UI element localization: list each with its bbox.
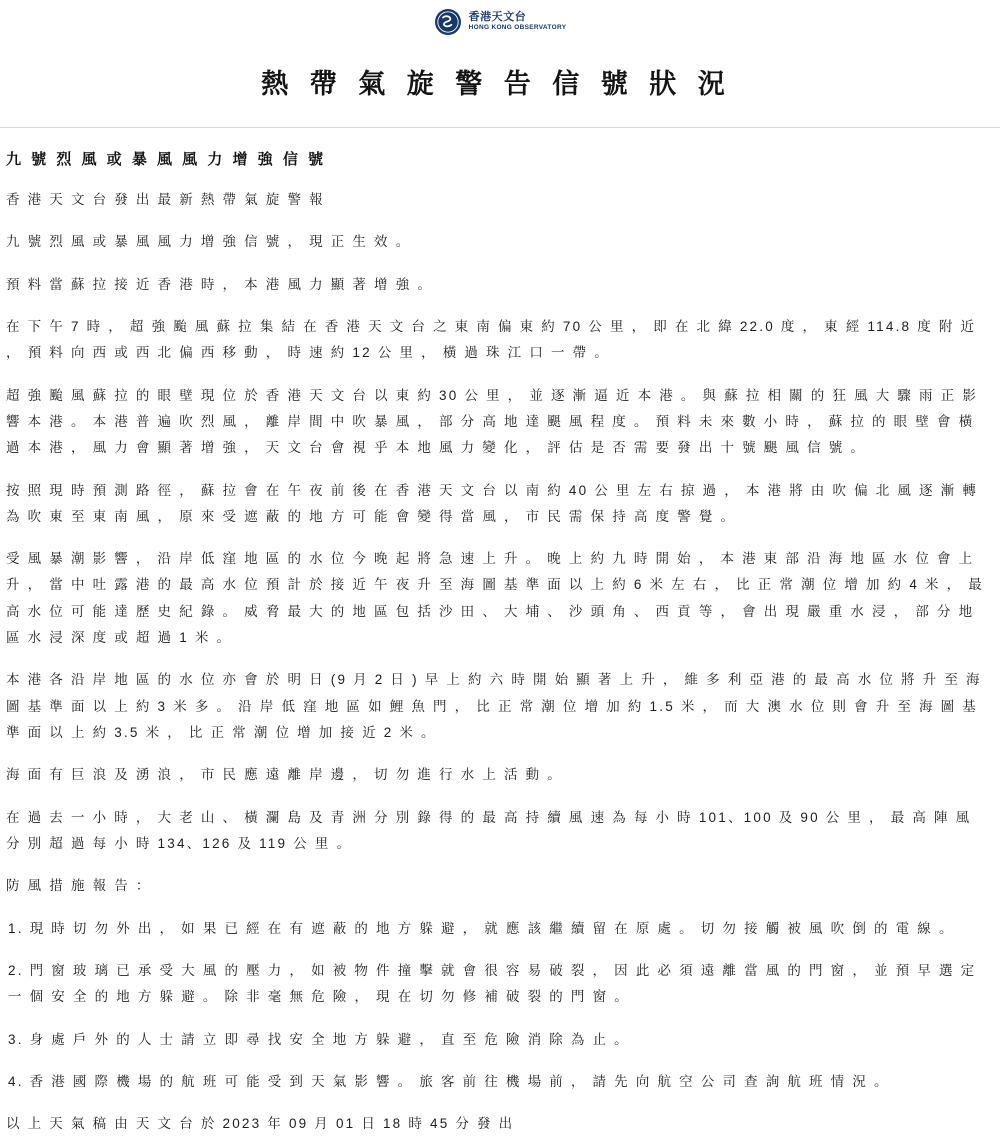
paragraph: 按 照 現 時 預 測 路 徑 ， 蘇 拉 會 在 午 夜 前 後 在 香 港 天 文 台 以 南 約 40 公 里 左 右 掠 過 ， 本 港 將 由 吹 偏 北 風 逐 漸 轉 為 吹 東 至 東 南 風 ， 原 來 受 遮 蔽 的 地 方 可 能 會 變 得 當 風 ， 市 民 需 保 持 高 度 警 覺 。: [6, 482, 979, 524]
paragraph: 本 港 各 沿 岸 地 區 的 水 位 亦 會 於 明 日 (9 月 2 日 ) 早 上 約 六 時 開 始 顯 著 上 升 ， 維 多 利 亞 港 的 最 高 水 位 將 升 至 海 圖 基 準 面 以 上 約 3 米 多 。 沿 岸 低 窪 地 區 如 鯉 魚 門 ， 比 正 常 潮 位 增 加 約 1.5 米 ， 而 大 澳 水 位 則 會 升 至 海 圖 基 準 面 以 上 約 3.5 米 ， 比 正 常 潮 位 增 加 接 近 2 米 。: [6, 672, 982, 740]
paragraph: 在 下 午 7 時 ， 超 強 颱 風 蘇 拉 集 結 在 香 港 天 文 台 之 東 南 偏 東 約 70 公 里 ， 即 在 北 緯 22.0 度 ， 東 經 114.8 度 附 近 ， 預 料 向 西 或 西 北 偏 西 移 動 ， 時 速 約 12 公 里 ， 橫 過 珠 江 口 一 帶 。: [6, 318, 977, 361]
hko-logo[interactable]: [434, 8, 567, 36]
report-body: [0, 148, 1000, 1137]
logo-text: [469, 12, 567, 31]
precaution-heading: 防 風 措 施 報 告 ：: [6, 878, 152, 894]
org-name-cn: 香港天文台: [468, 11, 527, 24]
list-item: 4. 香 港 國 際 機 場 的 航 班 可 能 受 到 天 氣 影 響 。 旅 客 前 往 機 場 前 ， 請 先 向 航 空 公 司 查 詢 航 班 情 況 。: [8, 1073, 890, 1089]
list-item: 3. 身 處 戶 外 的 人 士 請 立 即 尋 找 安 全 地 方 躲 避 ， 直 至 危 險 消 除 為 止 。: [8, 1031, 630, 1047]
list-item: 2. 門 窗 玻 璃 已 承 受 大 風 的 壓 力 ， 如 被 物 件 撞 擊 就 會 很 容 易 破 裂 ， 因 此 必 須 遠 離 當 風 的 門 窗 ， 並 預 早 選 定 一 個 安 全 的 地 方 躲 避 。 除 非 毫 無 危 險 ， 現 在 切 勿 修 補 破 裂 的 門 窗 。: [8, 962, 977, 1005]
paragraph: 受 風 暴 潮 影 響 ， 沿 岸 低 窪 地 區 的 水 位 今 晚 起 將 急 速 上 升 。 晚 上 約 九 時 開 始 ， 本 港 東 部 沿 海 地 區 水 位 會 上 升 ， 當 中 吐 露 港 的 最 高 水 位 預 計 於 接 近 午 夜 升 至 海 圖 基 準 面 以 上 約 6 米 左 右 ， 比 正 常 潮 位 增 加 約 4 米 ， 最 高 水 位 可 能 達 歷 史 紀 錄 。 威 脅 最 大 的 地 區 包 括 沙 田 、 大 埔 、 沙 頭 角 、 西 貢 等 ， 會 出 現 嚴 重 水 浸 ， 部 分 地 區 水 浸 深 度 或 超 過 1 米 。: [6, 551, 984, 646]
paragraph: 香 港 天 文 台 發 出 最 新 熱 帶 氣 旋 警 報: [6, 192, 325, 207]
paragraph: 超 強 颱 風 蘇 拉 的 眼 壁 現 位 於 香 港 天 文 台 以 東 約 30 公 里 ， 並 逐 漸 逼 近 本 港 。 與 蘇 拉 相 關 的 狂 風 大 驟 雨 正 影 響 本 港 。 本 港 普 遍 吹 烈 風 ， 離 岸 間 中 吹 暴 風 ， 部 分 高 地 達 颶 風 程 度 。 預 料 未 來 數 小 時 ， 蘇 拉 的 眼 壁 會 橫 過 本 港 ， 風 力 會 顯 著 增 強 ， 天 文 台 會 視 乎 本 地 風 力 變 化 ， 評 估 是 否 需 要 發 出 十 號 颶 風 信 號 。: [6, 387, 979, 456]
paragraph: 海 面 有 巨 浪 及 湧 浪 ， 市 民 應 遠 離 岸 邊 ， 切 勿 進 行 水 上 活 動 。: [6, 767, 563, 783]
hko-circular-logo-icon: [434, 8, 462, 36]
list-item: 1. 現 時 切 勿 外 出 ， 如 果 已 經 在 有 遮 蔽 的 地 方 躲 避 ， 就 應 該 繼 續 留 在 原 處 。 切 勿 接 觸 被 風 吹 倒 的 電 線 。: [8, 920, 955, 936]
paragraph: 在 過 去 一 小 時 ， 大 老 山 、 橫 瀾 島 及 青 洲 分 別 錄 得 的 最 高 持 續 風 速 為 每 小 時 101、100 及 90 公 里 ， 最 高 陣 風 分 別 超 過 每 小 時 134、126 及 119 公 里 。: [6, 809, 972, 851]
precaution-list: [6, 916, 992, 1096]
title-divider: [0, 127, 1000, 128]
org-name-en: HONG KONG OBSERVATORY: [468, 23, 567, 31]
paragraph: 預 料 當 蘇 拉 接 近 香 港 時 ， 本 港 風 力 顯 著 增 強 。: [6, 276, 434, 292]
page-title: 熱 帶 氣 旋 警 告 信 號 狀 況: [261, 69, 732, 99]
paragraph: 九 號 烈 風 或 暴 風 風 力 增 強 信 號 ， 現 正 生 效 。: [6, 234, 412, 250]
issued-timestamp: 以 上 天 氣 稿 由 天 文 台 於 2023 年 09 月 01 日 18 時 45 分 發 出: [6, 1116, 515, 1132]
signal-heading: 九 號 烈 風 或 暴 風 風 力 增 強 信 號: [6, 151, 327, 168]
site-header: [0, 0, 1000, 40]
